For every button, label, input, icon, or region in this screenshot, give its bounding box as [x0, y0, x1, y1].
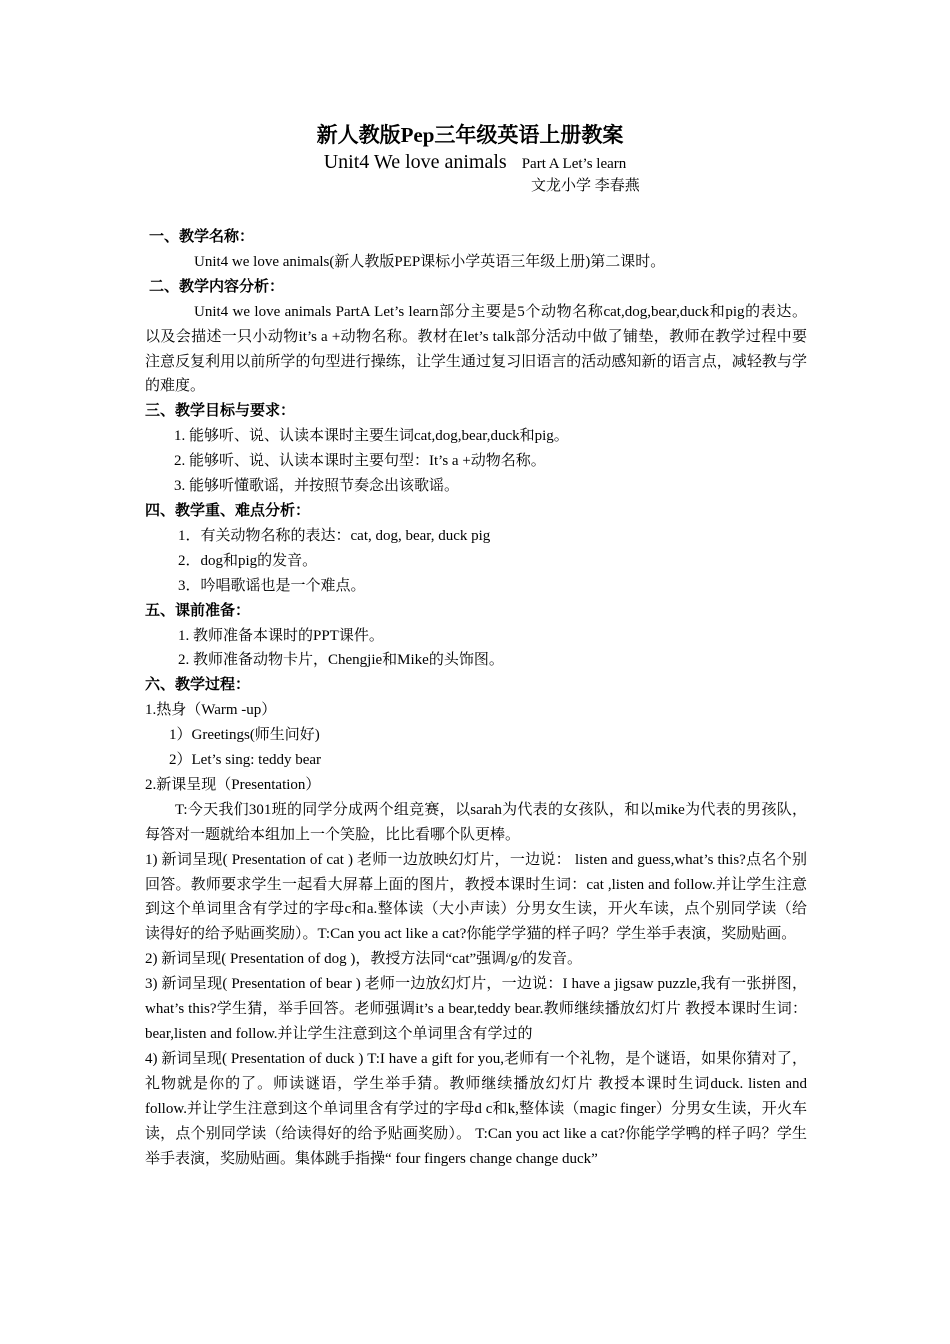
presentation-intro: [145, 798, 807, 848]
prep-item: 1. 教师准备本课时的PPT课件。: [178, 627, 384, 644]
warmup-heading: 1.热身（Warm -up）: [145, 702, 277, 719]
goal-item: 3. 能够听懂歌谣，并按照节奏念出该歌谣。: [174, 478, 460, 495]
presentation-step-dog: 2) 新词呈现( Presentation of dog )，教授方法同“cat”强调/g/的发音。: [145, 951, 583, 968]
document-body: [145, 225, 807, 1171]
warmup-item: 2）Let’s sing: teddy bear: [169, 752, 322, 769]
goal-item: 1. 能够听、说、认读本课时主要生词cat,dog,bear,duck和pig。: [174, 428, 569, 445]
presentation-step-cat: 1) 新词呈现( Presentation of cat ) 老师一边放映幻灯片，一边说： listen and guess,what’s this?点名个别回答。教师要求学生一起看大屏幕上面的图片，教授本课时生词：cat ,listen and follow.并让学生注意到这个单词里含有学过的字母c和a.整体读（大小声读）分男女生读，开火车读，点个别同学读（给读得好的给予贴画奖励）。T:Can you act like a cat?你能学学猫的样子吗？学生举手表演，奖励贴画。: [145, 851, 807, 943]
section-heading-3: 三、教学目标与要求：: [145, 403, 296, 420]
document-title: 新人教版Pep三年级英语上册教案: [316, 123, 624, 147]
section-heading-2: 二、教学内容分析：: [149, 278, 285, 295]
section-text-2: Unit4 we love animals PartA Let’s learn部分主要是5个动物名称cat,dog,bear,duck和pig的表达。以及会描述一只小动物it’s a +动物名称。教材在let’s talk部分活动中做了铺垫，教师在教学过程中要注意反复利用以前所学的句型进行操练，让学生通过复习旧语言的活动感知新的语言点，减轻教与学的难度。: [145, 303, 807, 395]
presentation-step-bear: 3) 新词呈现( Presentation of bear ) 老师一边放幻灯片，一边说：I have a jigsaw puzzle,我有一张拼图，what’s this?学生猜，举手回答。老师强调it’s a bear,teddy bear.教师继续播放幻灯片 教授本课时生词：bear,listen and follow.并让学生注意到这个单词里含有学过的: [145, 976, 807, 1042]
section-heading-5: 五、课前准备：: [145, 602, 251, 619]
document-subtitle: [0, 148, 950, 178]
section-heading-1: 一、教学名称：: [149, 229, 255, 245]
document-author: 文龙小学 李春燕: [531, 178, 640, 194]
presentation-intro-text: T:今天我们301班的同学分成两个组竞赛，以sarah为代表的女孩队，和以mike为代表的男孩队，每答对一题就给本组加上一个笑脸，比比看哪个队更棒。: [145, 801, 807, 843]
presentation-heading: 2.新课呈现（Presentation）: [145, 776, 321, 793]
presentation-step-duck: 4) 新词呈现( Presentation of duck ) T:I have a gift for you,老师有一个礼物，是个谜语，如果你猜对了，礼物就是你的了。师读谜语，学生举手猜。教师继续播放幻灯片 教授本课时生词duck. listen and follow.并让学生注意到这个单词里含有学过的字母d c和k,整体读（magic finger）分男女生读，开火车读，点个别同学读（给读得好的给予贴画奖励）。 T:Can you act like a cat?你能学学鸭的样子吗？学生举手表演，奖励贴画。集体跳手指操“ four fingers change change duck”: [145, 1050, 807, 1167]
section-heading-6: 六、教学过程：: [145, 677, 251, 694]
prep-item: 2. 教师准备动物卡片，Chengjie和Mike的头饰图。: [178, 652, 504, 669]
subtitle-part: Part A Let’s learn: [521, 156, 627, 172]
goal-item: 2. 能够听、说、认读本课时主要句型：It’s a +动物名称。: [174, 453, 546, 470]
key-point-item: 1．有关动物名称的表达：cat, dog, bear, duck pig: [178, 527, 491, 544]
key-point-item: 2．dog和pig的发音。: [178, 552, 318, 569]
section-heading-4: 四、教学重、难点分析：: [145, 502, 311, 519]
warmup-item: 1）Greetings(师生问好): [169, 727, 320, 744]
key-point-item: 3．吟唱歌谣也是一个难点。: [178, 577, 366, 594]
subtitle-unit: Unit4 We love animals: [323, 151, 507, 173]
section-text-1: Unit4 we love animals(新人教版PEP课标小学英语三年级上册)第二课时。: [194, 253, 666, 270]
